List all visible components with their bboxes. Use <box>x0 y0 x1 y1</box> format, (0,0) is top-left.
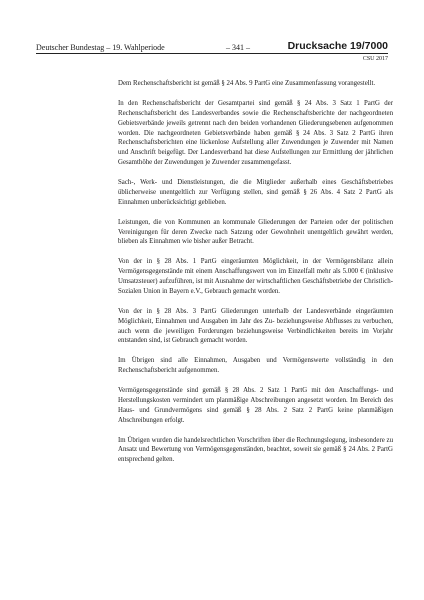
header-publication: Deutscher Bundestag – 19. Wahlperiode <box>36 43 165 52</box>
paragraph-municipal-benefits: Leistungen, die von Kommunen an kommunale Gliederungen der Parteien oder der politischen Vereinigungen für deren Zwecke nach Satzung oder Gewohnheit unentgeltlich gewährt werden, blieben als Einnahmen wie bisher außer Betracht. <box>118 218 393 246</box>
paragraph-services: Sach-, Werk- und Dienstleistungen, die die Mitglieder außerhalb eines Geschäftsbetriebes üblicherweise unentgeltlich zur Verfügung stellen, sind gemäß § 26 Abs. 4 Satz 2 PartG als Einnahmen unberücksichtigt geblieben. <box>118 179 393 206</box>
section-marker: CSU 2017 <box>362 56 388 62</box>
paragraph-depreciation: Vermögensgegenstände sind gemäß § 28 Abs. 2 Satz 1 PartG mit den Anschaffungs- und Herstellungskosten vermindert um planmäßige Abschreibungen angesetzt worden. Im Bereich des Haus- und Grundvermögens sind gemäß § 28 Abs. 2 Satz 2 PartG keine planmäßigen Abschreibungen erfolgt. <box>118 386 393 424</box>
document-number <box>288 40 388 52</box>
page-number: – 341 – <box>226 43 250 52</box>
paragraph-completeness: Im Übrigen sind alle Einnahmen, Ausgaben und Vermögenswerte vollständig in den Rechenschaftsbericht aufgenommen. <box>118 357 393 375</box>
paragraph-summary: Dem Rechenschaftsbericht ist gemäß § 24 Abs. 9 PartG eine Zusammenfassung vorangestellt. <box>118 80 376 87</box>
paragraph-accounting-rules: Im Übrigen wurden die handelsrechtlichen Vorschriften über die Rechnungslegung, insbesondere zu Ansatz und Bewertung von Vermögensgegenständen, beachtet, soweit sie gemäß § 24 Abs. 2 PartG entsprechend gelten. <box>118 436 393 464</box>
paragraph-cash-accounting: Von der in § 28 Abs. 3 PartG Gliederungen unterhalb der Landesverbände eingeräumten Möglichkeit, Einnahmen und Ausgaben im Jahr des Zu- beziehungsweise Abflusses zu verbuchen, auch wenn die jeweiligen Forderungen beziehungsweise Verbindlichkeiten bereits im Vorjahr entstanden sind, ist Gebrauch gemacht worden. <box>118 307 393 345</box>
paragraph-consolidation: In den Rechenschaftsbericht der Gesamtpartei sind gemäß § 24 Abs. 3 Satz 1 PartG der Rechenschaftsbericht des Landesverbandes sowie die Rechenschaftsberichte der nachgeordneten Gebietsverbände jeweils getrennt nach den beiden vorhandenen Gliederungsebenen aufgenommen worden. Die nachgeordneten Gebietsverbände haben gemäß § 24 Abs. 3 Satz 2 PartG ihren Rechenschaftsberichten eine lückenlose Aufstellung aller Zuwendungen je Zuwender mit Namen und Anschrift beigefügt. Der Landesverband hat diese Aufstellungen zur Ermittlung der jährlichen Gesamthöhe der Zuwendungen je Zuwender zusammengefasst. <box>118 99 393 167</box>
paragraph-asset-threshold: Von der in § 28 Abs. 1 PartG eingeräumten Möglichkeit, in der Vermögensbilanz allein Vermögensgegenstände mit einem Anschaffungswert von im Einzelfall mehr als 5.000 € (inklusive Umsatzsteuer) aufzuführen, ist mit Ausnahme der wirtschaftlichen Geschäftsbetriebe der Christlich-Sozialen Union in Bayern e.V., Gebrauch gemacht worden. <box>118 258 393 295</box>
page-header <box>36 38 388 54</box>
document-number-prefix: Drucksache 19/ <box>287 40 365 52</box>
document-number-value: 7000 <box>364 40 388 52</box>
document-body <box>118 79 393 465</box>
